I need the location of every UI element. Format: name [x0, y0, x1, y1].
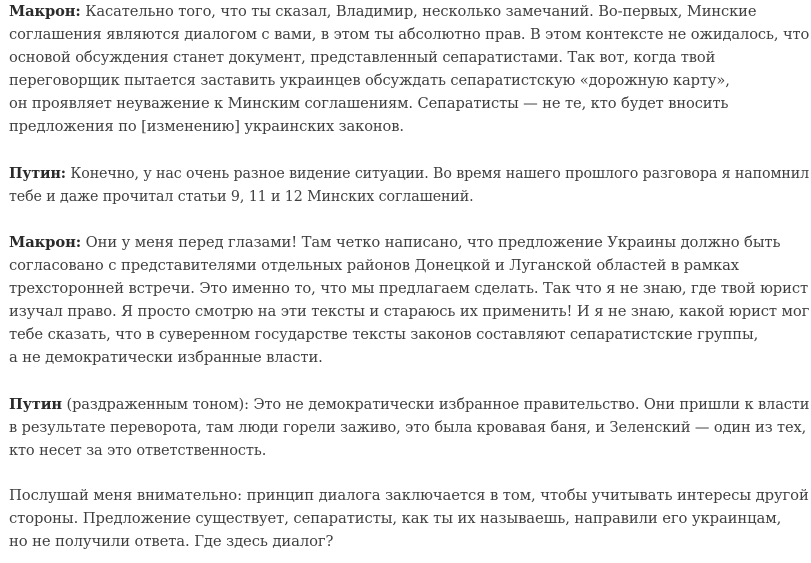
- text-line: [9, 231, 809, 254]
- text-line: Послушай меня внимательно: принцип диалога заключается в том, чтобы учитывать интересы другой: [9, 486, 809, 504]
- speaker-label: Макрон:: [9, 2, 81, 20]
- line-text: Конечно, у нас очень разное видение ситуации. Во время нашего прошлого разговора я напомнил: [65, 164, 810, 182]
- speaker-label: Путин:: [9, 164, 66, 182]
- text-line: согласовано с представителями отдельных районов Донецкой и Луганской областей в рамках: [9, 256, 739, 274]
- text-line: но не получили ответа. Где здесь диалог?: [9, 532, 334, 550]
- line-text: Касательно того, что ты сказал, Владимир, несколько замечаний. Во-первых, Минские: [80, 2, 757, 20]
- text-line: трехсторонней встречи. Это именно то, что мы предлагаем сделать. Так что я не знаю, где твой юрист: [9, 279, 809, 297]
- line-text: Они у меня перед глазами! Там четко написано, что предложение Украины должно быть: [81, 233, 781, 251]
- text-line: [9, 162, 809, 185]
- text-line: в результате переворота, там люди горели заживо, это была кровавая баня, и Зеленский — один из тех,: [9, 418, 807, 436]
- paragraph-putin-1: [9, 162, 811, 208]
- text-line: соглашения являются диалогом с вами, в этом ты абсолютно прав. В этом контексте не ожидалось, что: [9, 25, 810, 43]
- text-line: тебе сказать, что в суверенном государстве тексты законов составляют сепаратистские группы,: [9, 325, 759, 343]
- text-line: [9, 393, 809, 416]
- text-line: переговорщик пытается заставить украинцев обсуждать сепаратистскую «дорожную карту»,: [9, 71, 730, 89]
- speaker-label: Макрон:: [9, 233, 82, 251]
- speaker-label: Путин: [9, 395, 62, 413]
- text-line: предложения по [изменению] украинских законов.: [9, 117, 404, 135]
- text-line: он проявляет неуважение к Минским соглашениям. Сепаратисты — не те, кто будет вносить: [9, 94, 729, 112]
- paragraph-putin-2: [9, 393, 811, 462]
- text-line: изучал право. Я просто смотрю на эти тексты и стараюсь их применить! И я не знаю, какой юрист мог: [9, 302, 810, 320]
- paragraph-macron-1: [9, 0, 811, 138]
- text-line: а не демократически избранные власти.: [9, 348, 323, 366]
- line-text: (раздраженным тоном): Это не демократически избранное правительство. Они пришли к власти: [61, 395, 810, 413]
- paragraph-macron-2: [9, 231, 811, 369]
- text-line: основой обсуждения станет документ, представленный сепаратистами. Так вот, когда твой: [9, 48, 716, 66]
- paragraph-putin-3: [9, 484, 811, 553]
- text-line: [9, 0, 809, 23]
- text-line: тебе и даже прочитал статьи 9, 11 и 12 Минских соглашений.: [9, 187, 474, 205]
- text-line: кто несет за это ответственность.: [9, 441, 267, 459]
- text-line: стороны. Предложение существует, сепаратисты, как ты их называешь, направили его украинцам,: [9, 509, 782, 527]
